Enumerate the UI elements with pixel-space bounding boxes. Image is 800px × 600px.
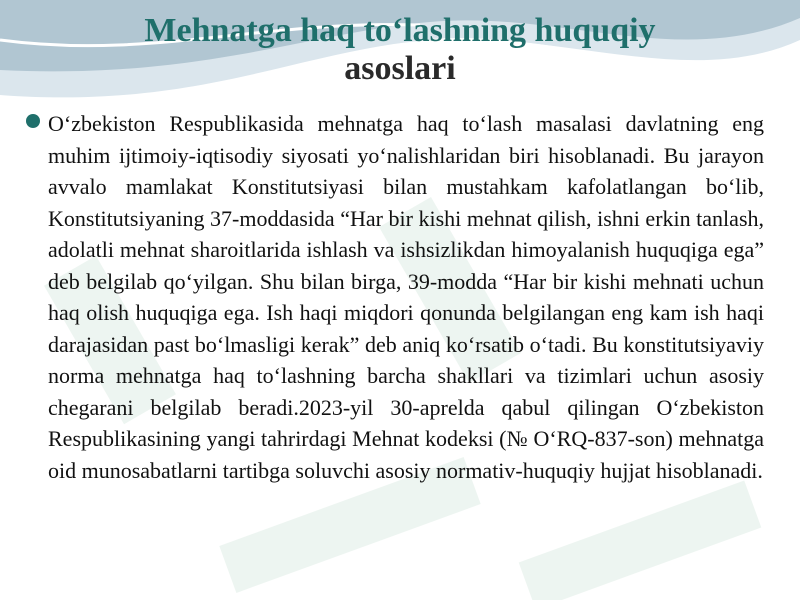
slide-title	[40, 12, 760, 88]
slide-title-line2: asoslari	[344, 50, 456, 87]
slide-body-text: O‘zbekiston Respublikasida mehnatga haq to‘lash masalasi davlatning eng muhim ijtimoiy-iqtisodiy siyosati yo‘nalishlaridan biri hisoblanadi. Bu jarayon avvalo mamlakat Konstitutsiyasi bilan mustahkam kafolatlangan bo‘lib, Konstitutsiyaning 37-moddasida “Har bir kishi mehnat qilish, ishni erkin tanlash, adolatli mehnat sharoitlarida ishlash va ishsizlikdan himoyalanish huquqiga ega” deb belgilab qo‘yilgan. Shu bilan birga, 39-modda “Har bir kishi mehnati uchun haq olish huquqiga ega. Ish haqi miqdori qonunda belgilangan eng kam ish haqi darajasidan past bo‘lmasligi kerak” deb aniq ko‘rsatib o‘tadi. Bu konstitutsiyaviy norma mehnatga haq to‘lashning barcha shakllari va tizimlari uchun asosiy chegarani belgilab beradi.2023-yil 30-aprelda qabul qilingan O‘zbekiston Respublikasining yangi tahrirdagi Mehnat kodeksi (№ O‘RQ-837-son) mehnatga oid munosabatlarni tartibga soluvchi asosiy normativ-huquqiy hujjat hisoblanadi.	[48, 111, 764, 483]
slide-title-line1: Mehnatga haq to‘lashning huquqiy	[144, 12, 656, 49]
bullet-dot-icon	[26, 114, 40, 128]
